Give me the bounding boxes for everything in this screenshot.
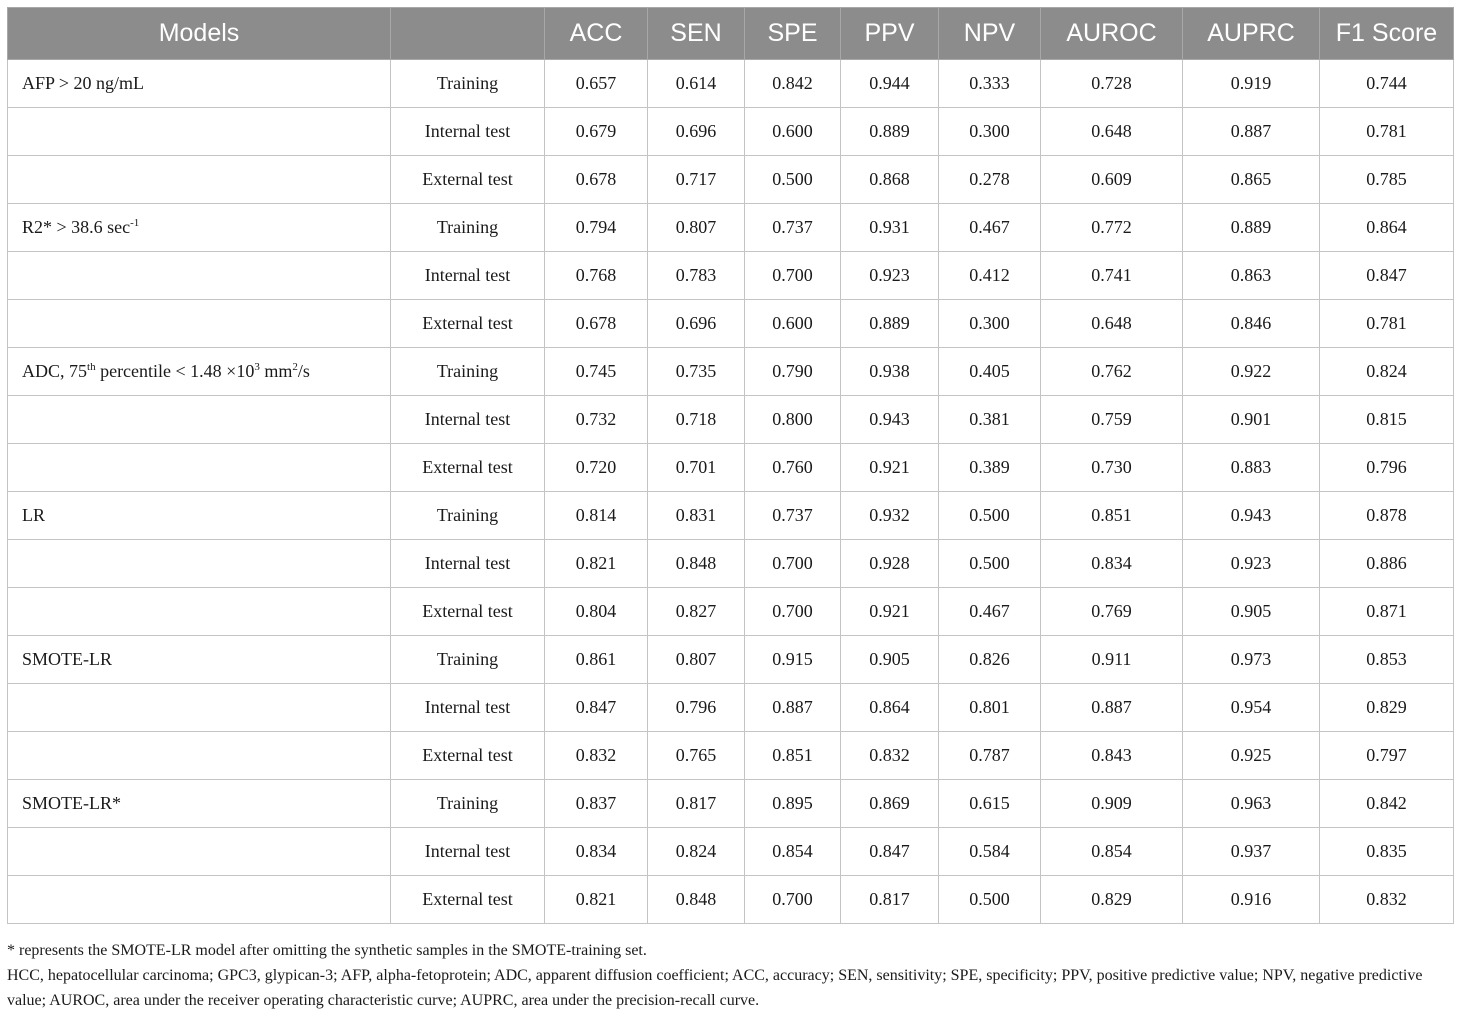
table-row [8, 444, 1454, 492]
acc-cell: 0.657 [545, 60, 648, 108]
ppv-cell: 0.944 [841, 60, 939, 108]
footnotes [7, 938, 1453, 1013]
f1-cell: 0.864 [1320, 204, 1454, 252]
npv-cell: 0.333 [939, 60, 1041, 108]
model-name-cell [8, 828, 391, 876]
f1-cell: 0.744 [1320, 60, 1454, 108]
f1-cell: 0.842 [1320, 780, 1454, 828]
spe-cell: 0.737 [745, 204, 841, 252]
acc-cell: 0.814 [545, 492, 648, 540]
acc-cell: 0.679 [545, 108, 648, 156]
npv-cell: 0.500 [939, 492, 1041, 540]
auroc-cell: 0.834 [1041, 540, 1183, 588]
auprc-cell: 0.922 [1183, 348, 1320, 396]
npv-cell: 0.405 [939, 348, 1041, 396]
model-name-text: percentile < 1.48 ×10 [95, 361, 255, 381]
auroc-cell: 0.741 [1041, 252, 1183, 300]
f1-cell: 0.853 [1320, 636, 1454, 684]
header-ppv: PPV [841, 8, 939, 60]
auprc-cell: 0.963 [1183, 780, 1320, 828]
spe-cell: 0.700 [745, 252, 841, 300]
f1-cell: 0.886 [1320, 540, 1454, 588]
header-set [391, 8, 545, 60]
npv-cell: 0.300 [939, 300, 1041, 348]
dataset-cell: Training [391, 348, 545, 396]
header-sen: SEN [648, 8, 745, 60]
auprc-cell: 0.923 [1183, 540, 1320, 588]
dataset-cell: External test [391, 300, 545, 348]
header-row [8, 8, 1454, 60]
sen-cell: 0.701 [648, 444, 745, 492]
f1-cell: 0.796 [1320, 444, 1454, 492]
ppv-cell: 0.889 [841, 300, 939, 348]
ppv-cell: 0.847 [841, 828, 939, 876]
auroc-cell: 0.648 [1041, 300, 1183, 348]
ppv-cell: 0.905 [841, 636, 939, 684]
auprc-cell: 0.889 [1183, 204, 1320, 252]
auprc-cell: 0.973 [1183, 636, 1320, 684]
dataset-cell: Training [391, 204, 545, 252]
sen-cell: 0.614 [648, 60, 745, 108]
auroc-cell: 0.648 [1041, 108, 1183, 156]
auprc-cell: 0.925 [1183, 732, 1320, 780]
npv-cell: 0.787 [939, 732, 1041, 780]
ppv-cell: 0.921 [841, 444, 939, 492]
auroc-cell: 0.887 [1041, 684, 1183, 732]
acc-cell: 0.745 [545, 348, 648, 396]
model-name-cell: SMOTE-LR [8, 636, 391, 684]
table-row [8, 396, 1454, 444]
spe-cell: 0.854 [745, 828, 841, 876]
sen-cell: 0.827 [648, 588, 745, 636]
auroc-cell: 0.843 [1041, 732, 1183, 780]
spe-cell: 0.800 [745, 396, 841, 444]
acc-cell: 0.804 [545, 588, 648, 636]
sen-cell: 0.735 [648, 348, 745, 396]
table-row [8, 252, 1454, 300]
spe-cell: 0.842 [745, 60, 841, 108]
model-name-text: /s [297, 361, 310, 381]
ppv-cell: 0.931 [841, 204, 939, 252]
table-row [8, 684, 1454, 732]
table-row [8, 828, 1454, 876]
f1-cell: 0.785 [1320, 156, 1454, 204]
model-name-cell [8, 876, 391, 924]
f1-cell: 0.829 [1320, 684, 1454, 732]
spe-cell: 0.700 [745, 540, 841, 588]
model-name-cell: LR [8, 492, 391, 540]
model-name-text: R2* > 38.6 sec [22, 217, 131, 237]
auroc-cell: 0.911 [1041, 636, 1183, 684]
auroc-cell: 0.854 [1041, 828, 1183, 876]
model-name-cell [8, 684, 391, 732]
f1-cell: 0.835 [1320, 828, 1454, 876]
header-spe: SPE [745, 8, 841, 60]
ppv-cell: 0.832 [841, 732, 939, 780]
npv-cell: 0.500 [939, 876, 1041, 924]
table-row [8, 732, 1454, 780]
ppv-cell: 0.817 [841, 876, 939, 924]
npv-cell: 0.389 [939, 444, 1041, 492]
model-name-cell [8, 588, 391, 636]
npv-cell: 0.300 [939, 108, 1041, 156]
npv-cell: 0.584 [939, 828, 1041, 876]
ppv-cell: 0.889 [841, 108, 939, 156]
sen-cell: 0.848 [648, 540, 745, 588]
spe-cell: 0.500 [745, 156, 841, 204]
npv-cell: 0.615 [939, 780, 1041, 828]
model-name-cell: SMOTE-LR* [8, 780, 391, 828]
acc-cell: 0.821 [545, 876, 648, 924]
auroc-cell: 0.759 [1041, 396, 1183, 444]
auroc-cell: 0.829 [1041, 876, 1183, 924]
npv-cell: 0.500 [939, 540, 1041, 588]
dataset-cell: External test [391, 444, 545, 492]
sen-cell: 0.807 [648, 204, 745, 252]
spe-cell: 0.700 [745, 588, 841, 636]
dataset-cell: Training [391, 636, 545, 684]
acc-cell: 0.732 [545, 396, 648, 444]
auroc-cell: 0.851 [1041, 492, 1183, 540]
f1-cell: 0.871 [1320, 588, 1454, 636]
spe-cell: 0.600 [745, 108, 841, 156]
npv-cell: 0.278 [939, 156, 1041, 204]
spe-cell: 0.887 [745, 684, 841, 732]
sen-cell: 0.783 [648, 252, 745, 300]
f1-cell: 0.781 [1320, 108, 1454, 156]
acc-cell: 0.720 [545, 444, 648, 492]
auroc-cell: 0.769 [1041, 588, 1183, 636]
f1-cell: 0.824 [1320, 348, 1454, 396]
header-auprc: AUPRC [1183, 8, 1320, 60]
table-row [8, 780, 1454, 828]
dataset-cell: Internal test [391, 828, 545, 876]
spe-cell: 0.700 [745, 876, 841, 924]
sen-cell: 0.696 [648, 108, 745, 156]
auprc-cell: 0.943 [1183, 492, 1320, 540]
dataset-cell: Internal test [391, 540, 545, 588]
ppv-cell: 0.921 [841, 588, 939, 636]
auroc-cell: 0.909 [1041, 780, 1183, 828]
auprc-cell: 0.919 [1183, 60, 1320, 108]
acc-cell: 0.837 [545, 780, 648, 828]
acc-cell: 0.678 [545, 156, 648, 204]
npv-cell: 0.467 [939, 588, 1041, 636]
footnote-abbreviations: HCC, hepatocellular carcinoma; GPC3, glypican-3; AFP, alpha-fetoprotein; ADC, apparent diffusion coefficient; ACC, accuracy; SEN, sensitivity; SPE, specificity; PPV, positive predictive value; NPV, negative predictive value; AUROC, area under the receiver operating characteristic curve; AUPRC, area under the precision-recall curve. [7, 967, 1423, 1009]
model-name-superscript: -1 [130, 217, 140, 229]
table-row [8, 540, 1454, 588]
dataset-cell: Internal test [391, 108, 545, 156]
table-row [8, 300, 1454, 348]
dataset-cell: Internal test [391, 396, 545, 444]
sen-cell: 0.765 [648, 732, 745, 780]
table-row [8, 156, 1454, 204]
table-row [8, 588, 1454, 636]
dataset-cell: Internal test [391, 684, 545, 732]
model-name-cell [8, 732, 391, 780]
model-name-superscript: th [87, 361, 96, 373]
model-name-cell [8, 108, 391, 156]
table-row [8, 636, 1454, 684]
model-name-cell [8, 156, 391, 204]
ppv-cell: 0.938 [841, 348, 939, 396]
spe-cell: 0.737 [745, 492, 841, 540]
footnote-asterisk: * represents the SMOTE-LR model after omitting the synthetic samples in the SMOTE-training set. [7, 942, 647, 959]
auprc-cell: 0.863 [1183, 252, 1320, 300]
spe-cell: 0.915 [745, 636, 841, 684]
model-name-cell [8, 396, 391, 444]
table-row [8, 108, 1454, 156]
acc-cell: 0.847 [545, 684, 648, 732]
ppv-cell: 0.923 [841, 252, 939, 300]
auprc-cell: 0.954 [1183, 684, 1320, 732]
auprc-cell: 0.883 [1183, 444, 1320, 492]
f1-cell: 0.815 [1320, 396, 1454, 444]
ppv-cell: 0.943 [841, 396, 939, 444]
auprc-cell: 0.937 [1183, 828, 1320, 876]
ppv-cell: 0.932 [841, 492, 939, 540]
npv-cell: 0.467 [939, 204, 1041, 252]
model-name-superscript: 3 [254, 361, 260, 373]
auprc-cell: 0.901 [1183, 396, 1320, 444]
spe-cell: 0.760 [745, 444, 841, 492]
dataset-cell: External test [391, 156, 545, 204]
spe-cell: 0.895 [745, 780, 841, 828]
header-f1: F1 Score [1320, 8, 1454, 60]
ppv-cell: 0.864 [841, 684, 939, 732]
f1-cell: 0.797 [1320, 732, 1454, 780]
table-row [8, 60, 1454, 108]
model-name-cell [8, 540, 391, 588]
model-name-superscript: 2 [292, 361, 298, 373]
sen-cell: 0.848 [648, 876, 745, 924]
header-acc: ACC [545, 8, 648, 60]
model-name-cell [8, 252, 391, 300]
auprc-cell: 0.865 [1183, 156, 1320, 204]
sen-cell: 0.696 [648, 300, 745, 348]
table-row [8, 876, 1454, 924]
npv-cell: 0.826 [939, 636, 1041, 684]
auroc-cell: 0.730 [1041, 444, 1183, 492]
header-auroc: AUROC [1041, 8, 1183, 60]
model-name-cell [8, 204, 391, 252]
ppv-cell: 0.869 [841, 780, 939, 828]
f1-cell: 0.832 [1320, 876, 1454, 924]
spe-cell: 0.851 [745, 732, 841, 780]
dataset-cell: External test [391, 876, 545, 924]
sen-cell: 0.807 [648, 636, 745, 684]
sen-cell: 0.717 [648, 156, 745, 204]
auprc-cell: 0.905 [1183, 588, 1320, 636]
dataset-cell: External test [391, 588, 545, 636]
model-name-text: mm [259, 361, 293, 381]
model-name-text: ADC, 75 [22, 361, 88, 381]
acc-cell: 0.678 [545, 300, 648, 348]
npv-cell: 0.381 [939, 396, 1041, 444]
acc-cell: 0.834 [545, 828, 648, 876]
table-row [8, 204, 1454, 252]
auroc-cell: 0.762 [1041, 348, 1183, 396]
acc-cell: 0.832 [545, 732, 648, 780]
table-row [8, 348, 1454, 396]
sen-cell: 0.831 [648, 492, 745, 540]
auroc-cell: 0.772 [1041, 204, 1183, 252]
sen-cell: 0.718 [648, 396, 745, 444]
auroc-cell: 0.728 [1041, 60, 1183, 108]
dataset-cell: Internal test [391, 252, 545, 300]
model-name-cell [8, 300, 391, 348]
f1-cell: 0.878 [1320, 492, 1454, 540]
spe-cell: 0.600 [745, 300, 841, 348]
sen-cell: 0.824 [648, 828, 745, 876]
auprc-cell: 0.846 [1183, 300, 1320, 348]
dataset-cell: Training [391, 492, 545, 540]
sen-cell: 0.796 [648, 684, 745, 732]
auroc-cell: 0.609 [1041, 156, 1183, 204]
table-body [8, 60, 1454, 924]
results-table [7, 7, 1454, 924]
header-models: Models [8, 8, 391, 60]
model-name-cell [8, 348, 391, 396]
npv-cell: 0.412 [939, 252, 1041, 300]
spe-cell: 0.790 [745, 348, 841, 396]
ppv-cell: 0.928 [841, 540, 939, 588]
acc-cell: 0.794 [545, 204, 648, 252]
model-name-cell [8, 444, 391, 492]
sen-cell: 0.817 [648, 780, 745, 828]
dataset-cell: Training [391, 780, 545, 828]
dataset-cell: Training [391, 60, 545, 108]
f1-cell: 0.847 [1320, 252, 1454, 300]
ppv-cell: 0.868 [841, 156, 939, 204]
model-name-cell: AFP > 20 ng/mL [8, 60, 391, 108]
auprc-cell: 0.916 [1183, 876, 1320, 924]
acc-cell: 0.861 [545, 636, 648, 684]
auprc-cell: 0.887 [1183, 108, 1320, 156]
acc-cell: 0.768 [545, 252, 648, 300]
table-row [8, 492, 1454, 540]
header-npv: NPV [939, 8, 1041, 60]
acc-cell: 0.821 [545, 540, 648, 588]
f1-cell: 0.781 [1320, 300, 1454, 348]
dataset-cell: External test [391, 732, 545, 780]
npv-cell: 0.801 [939, 684, 1041, 732]
